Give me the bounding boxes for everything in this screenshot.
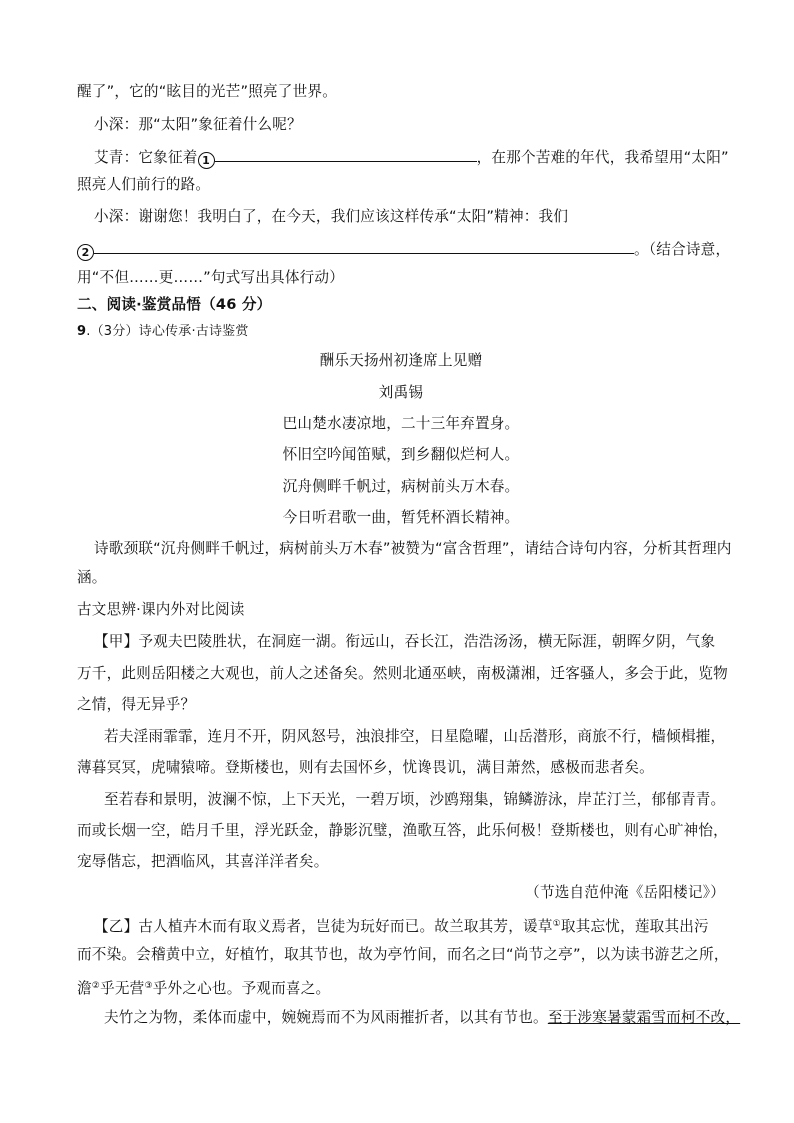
text: 而或长烟一空，皓月千里，浮光跃金，静影沉璧，渔歌互答，此乐何极！登斯楼也，则有心旷神怡， [77,822,728,839]
question-header [77,322,725,342]
text-line [94,914,725,937]
text: .（3分）诗心传承·古诗鉴赏 [86,324,249,339]
text-line [94,146,729,169]
text: 怀旧空吟闻笛赋，到乡翻似烂柯人。 [282,446,520,463]
poem-line [77,445,725,465]
subheading [77,600,725,620]
text: 涵。 [77,569,107,586]
underlined-text: 至于涉寒暑蒙霜雪而柯不改， [547,1009,741,1026]
text: 澹 [77,980,92,997]
text: 夫竹之为物，柔体而虚中，婉婉焉而不为风雨摧折者，以其有节也。 [104,1009,548,1026]
text: ，在那个苦难的年代，我希望用“太阳” [476,149,729,166]
footnote-marker: ① [552,919,561,929]
text: 刘禹锡 [378,384,424,401]
text: 而不染。会稽黄中立，好植竹，取其节也，故为亭竹间，而名之曰“尚节之亭”，以为读书游艺之所， [77,946,729,963]
answer-blank-2[interactable] [94,238,634,254]
text-line [77,695,725,715]
text-line [94,115,725,135]
source-citation [77,883,725,903]
poem-line [77,477,725,497]
text: （节选自范仲淹《岳阳楼记》） [525,884,725,901]
text: 小深：那“太阳”象征着什么呢？ [94,116,302,133]
text-line [77,821,728,841]
text: 沉舟侧畔千帆过，病树前头万木春。 [282,478,520,495]
text: 至若春和景明，波澜不惊，上下天光，一碧万顷，沙鸥翔集，锦鳞游泳，岸芷汀兰，郁郁青青。 [104,791,726,808]
text: 小深：谢谢您！我明白了，在今天，我们应该这样传承“太阳”精神：我们 [94,208,569,225]
text: 。（结合诗意， [634,241,731,258]
text-line [77,568,725,588]
answer-blank-1[interactable] [215,146,477,162]
poem-author [77,383,725,403]
text: 诗歌颈联“沉舟侧畔千帆过，病树前头万木春”被赞为“富含哲理”，请结合诗句内容，分析其哲理内 [94,540,732,557]
text-line [77,945,729,965]
footnote-marker: ② [91,981,101,991]
text-line [77,268,725,288]
text: 乎外之心也。予观而喜之。 [152,980,331,997]
circled-number-1: 1 [198,152,215,169]
text-line [104,727,725,747]
poem-line [77,508,725,528]
text: 古文思辨·课内外对比阅读 [77,601,245,618]
text: 艾青：它象征着 [94,149,198,166]
text: 若夫淫雨霏霏，连月不开，阴风怒号，浊浪排空，日星隐曜，山岳潜形，商旅不行，樯倾楫摧， [104,728,726,745]
text: 照亮人们前行的路。 [77,176,211,193]
text: 【甲】予观夫巴陵胜状，在洞庭一湖。衔远山，吞长江，浩浩汤汤，横无际涯，朝晖夕阴，气象 [94,633,716,650]
section-heading [77,295,725,315]
text: 宠辱偕忘，把酒临风，其喜洋洋者矣。 [77,853,329,870]
text-line [77,852,725,872]
footnote-marker: ③ [144,981,153,991]
text-line [77,82,725,102]
text: 醒了”，它的“眩目的光芒”照亮了世界。 [77,83,337,100]
text-line [77,758,725,778]
text: 【乙】古人植卉木而有取义焉者，岂徒为玩好而已。故兰取其芳，谖草 [94,918,553,935]
text: 酬乐天扬州初逢席上见赠 [319,352,483,369]
text-line [104,790,725,810]
poem-title [77,351,725,371]
text-line [94,632,725,652]
text-line [77,664,728,684]
poem-line [77,414,725,434]
text: 乎无营 [100,980,145,997]
text: 今日听君歌一曲，暂凭杯酒长精神。 [282,509,520,526]
text-line [94,539,732,559]
text: 巴山楚水凄凉地，二十三年弃置身。 [282,415,520,432]
text-line [77,238,731,261]
text-line [77,976,725,999]
text-line [104,1008,741,1028]
text: 之情，得无异乎？ [77,696,196,713]
text: 万千，此则岳阳楼之大观也，前人之述备矣。然则北通巫峡，南极潇湘，迁客骚人，多会于此，览物 [77,665,728,682]
text: 取其忘忧，莲取其出污 [560,918,709,935]
text-line [77,175,725,195]
text: 薄暮冥冥，虎啸猿啼。登斯楼也，则有去国怀乡，忧谗畏讥，满目萧然，感极而悲者矣。 [77,759,654,776]
question-number: 9 [77,324,87,339]
text: 二、阅读·鉴赏品悟（46 分） [77,296,272,313]
circled-number-2: 2 [77,244,94,261]
text-line [94,207,725,227]
text: 用“不但……更……”句式写出具体行动） [77,269,345,286]
